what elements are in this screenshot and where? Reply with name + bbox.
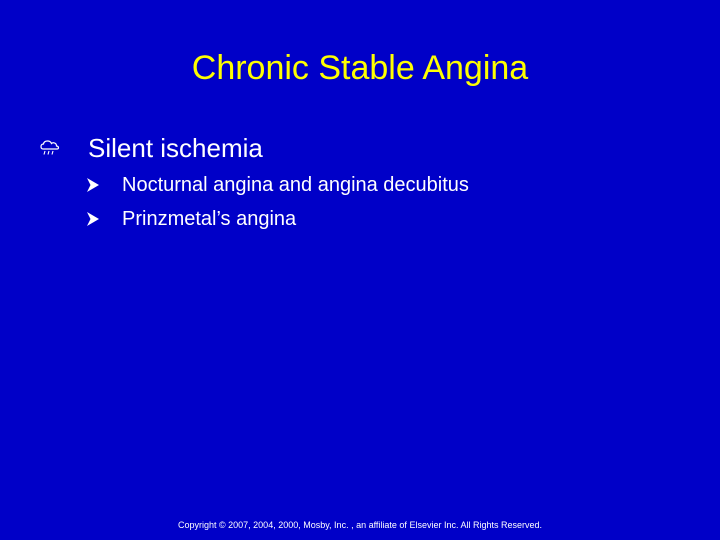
sub-bullet-item [86, 171, 469, 199]
copyright-footer: Copyright © 2007, 2004, 2000, Mosby, Inc. , an affiliate of Elsevier Inc. All Rights Reserved. [178, 520, 542, 530]
slide-title: Chronic Stable Angina [191, 49, 529, 87]
sub-bullet-text: Prinzmetal’s angina [122, 207, 297, 230]
arrowhead-icon [86, 211, 122, 227]
arrowhead-icon [86, 177, 122, 193]
sub-bullet-item [86, 205, 296, 233]
bullet-text: Silent ischemia [88, 132, 263, 163]
rain-cloud-icon [40, 140, 88, 156]
bullet-item [40, 130, 263, 166]
sub-bullet-text: Nocturnal angina and angina decubitus [122, 173, 469, 196]
